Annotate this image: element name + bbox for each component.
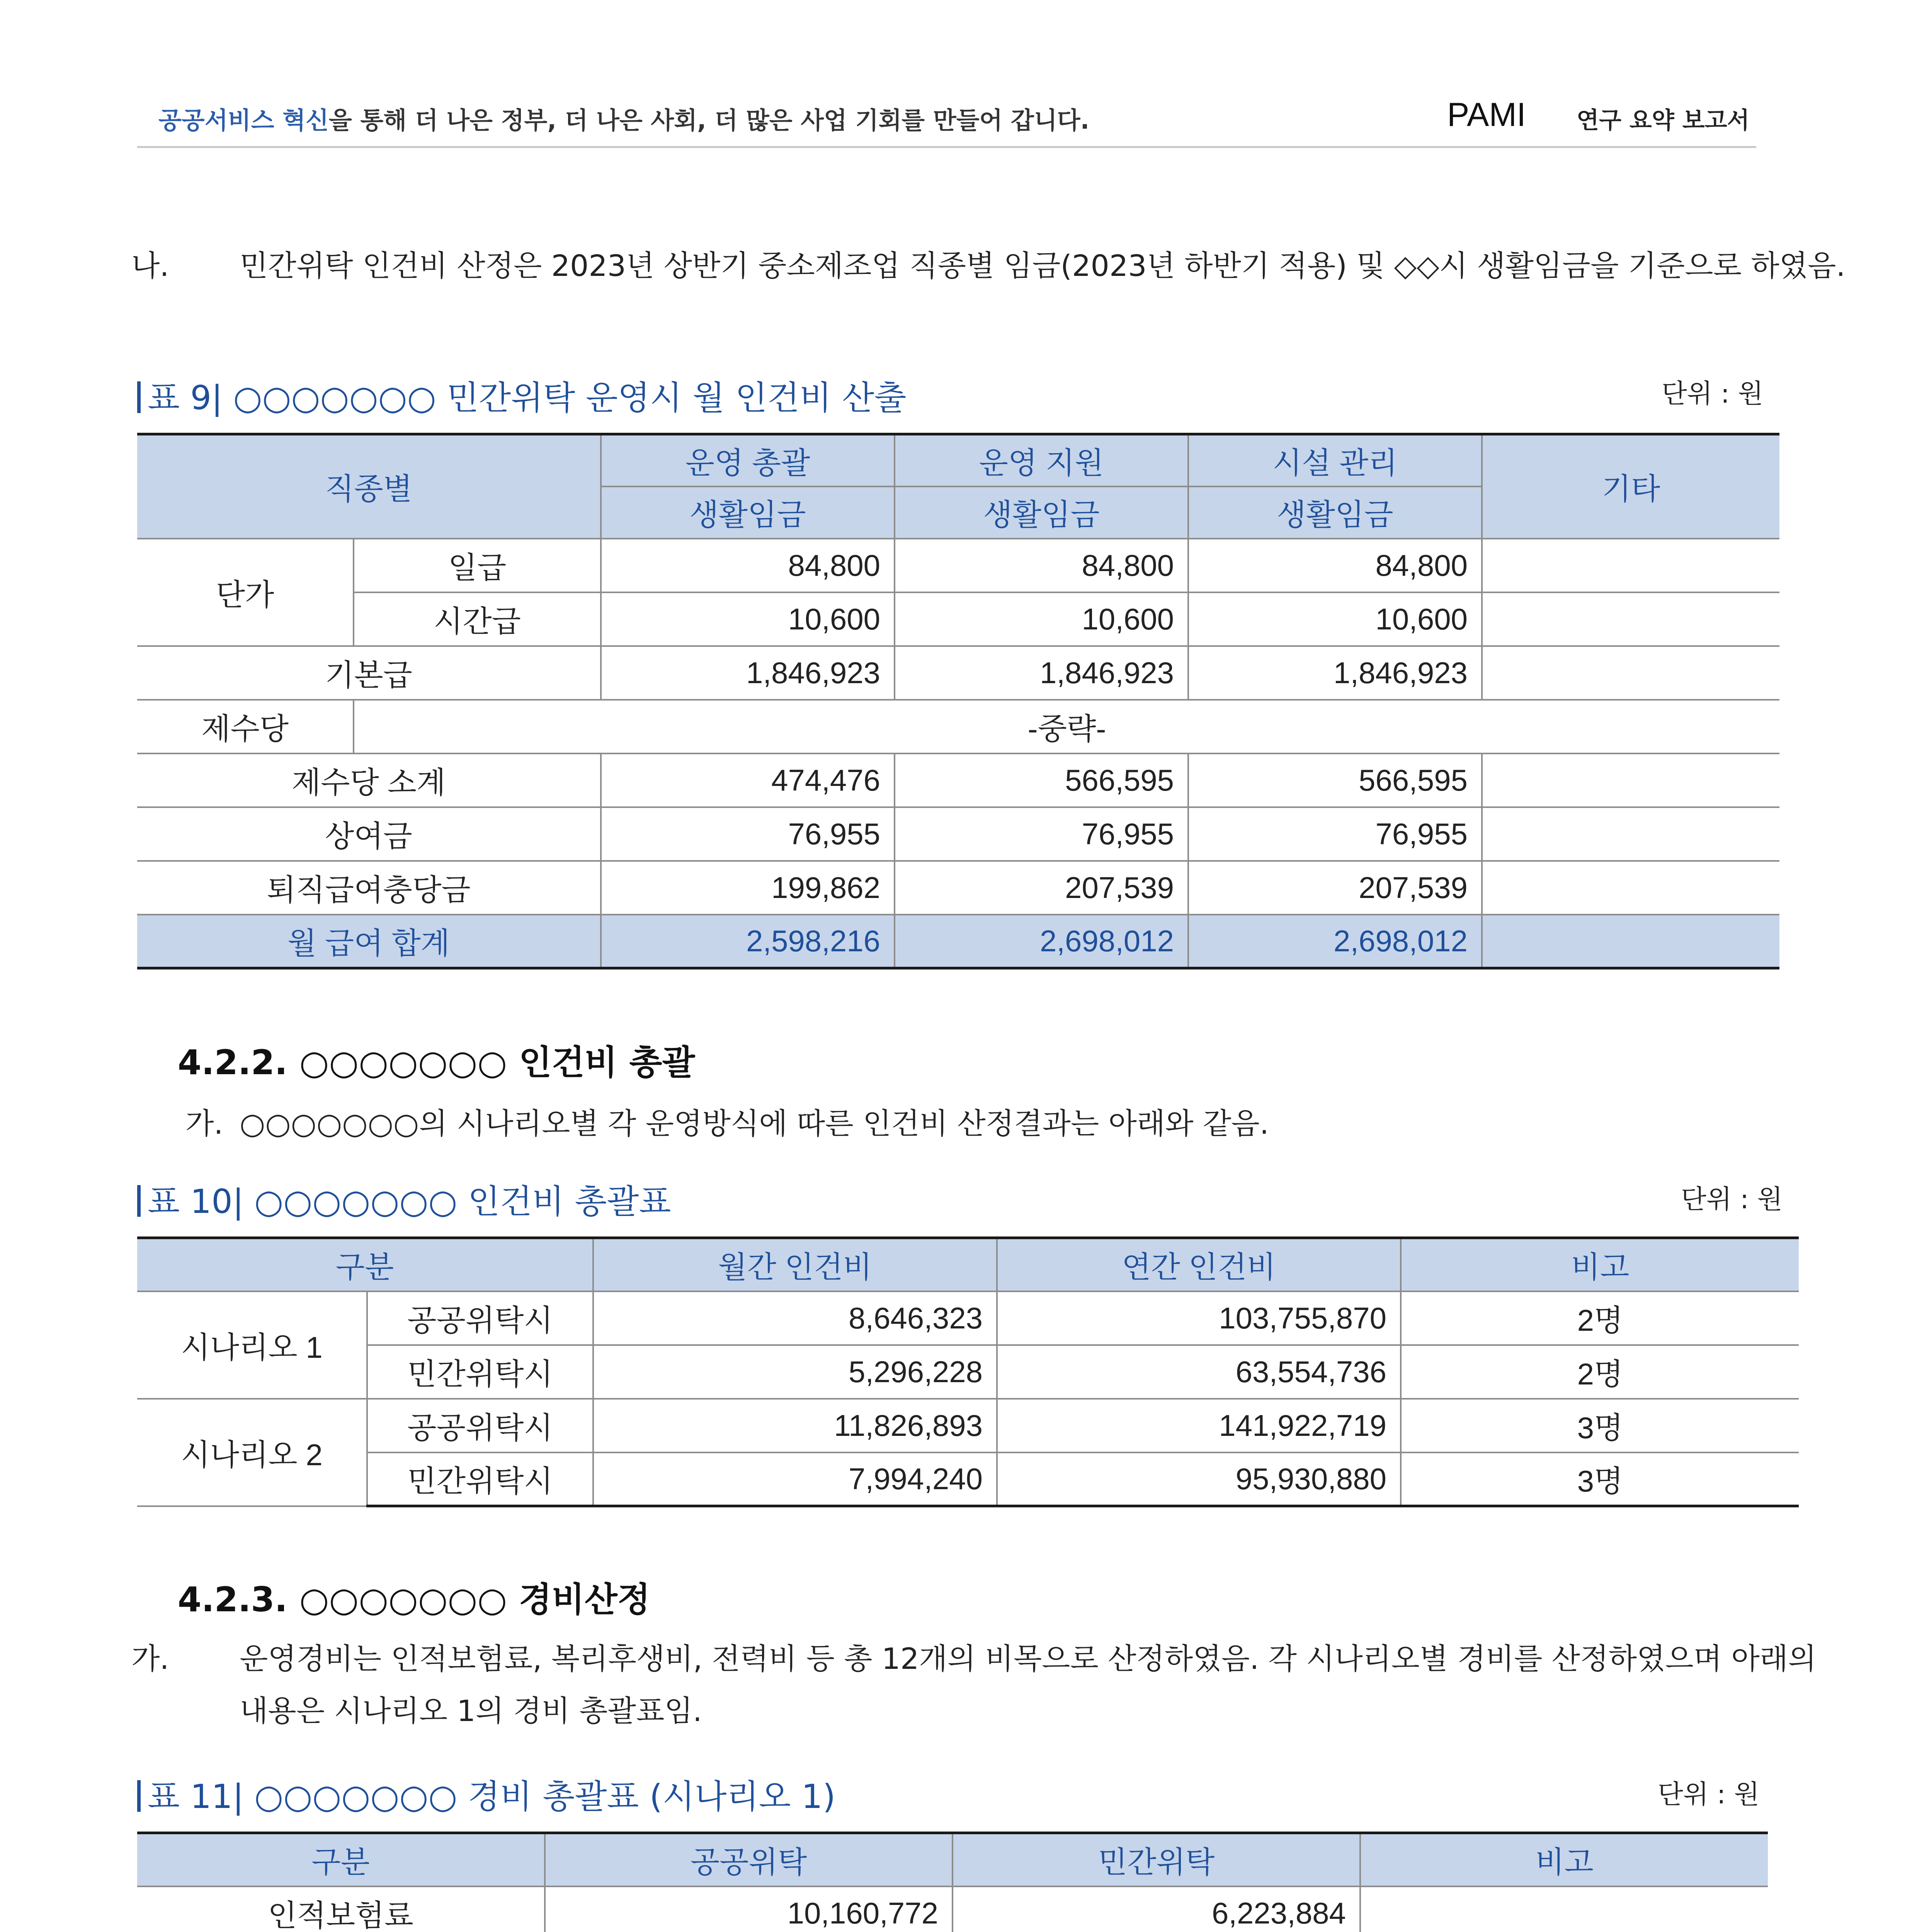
cell-value: 76,955	[601, 807, 895, 861]
table9-title	[137, 371, 906, 419]
table-row	[137, 1452, 1799, 1506]
cell-empty	[1482, 807, 1779, 861]
cell-note: 3명	[1401, 1452, 1799, 1506]
row-label: 월 급여 합계	[137, 915, 601, 968]
cell-value: 1,846,923	[895, 646, 1188, 700]
th-note: 비고	[1360, 1833, 1768, 1886]
th-private-contract: 민간위탁	[953, 1833, 1360, 1886]
table11-title-text: 표 11| ○○○○○○○ 경비 총괄표 (시나리오 1)	[148, 1777, 836, 1816]
th-living-wage: 생활임금	[601, 486, 895, 539]
cell-note: 2명	[1401, 1291, 1799, 1345]
table-row	[137, 1886, 1768, 1932]
operation-type: 공공위탁시	[367, 1291, 593, 1345]
th-category: 구분	[137, 1238, 593, 1291]
header-report-type: 연구 요약 보고서	[1577, 107, 1750, 134]
table-row	[137, 1345, 1799, 1399]
cell-empty	[1482, 646, 1779, 700]
sec423-marker: 가.	[131, 1641, 169, 1676]
cell-value: 566,595	[895, 753, 1188, 807]
th-living-wage: 생활임금	[1188, 486, 1482, 539]
operation-type: 민간위탁시	[367, 1452, 593, 1506]
cell-value: 10,600	[895, 592, 1188, 646]
row-label: 시간급	[354, 592, 601, 646]
th-other: 기타	[1482, 434, 1779, 539]
table9-unit: 단위 : 원	[1662, 379, 1764, 409]
row-label: 일급	[354, 539, 601, 592]
cell-value: 199,862	[601, 861, 895, 915]
cell-value: 2,698,012	[895, 915, 1188, 968]
row-label: 인적보험료	[137, 1886, 545, 1932]
header-divider	[137, 146, 1756, 148]
scenario-label: 시나리오 1	[137, 1291, 367, 1399]
cell-empty	[1482, 592, 1779, 646]
cell-value: 84,800	[601, 539, 895, 592]
table10-unit: 단위 : 원	[1681, 1184, 1783, 1215]
table10-title-text: 표 10| ○○○○○○○ 인건비 총괄표	[148, 1182, 671, 1221]
table11	[137, 1832, 1768, 1932]
cell-empty	[1482, 861, 1779, 915]
th-job-type: 직종별	[137, 434, 601, 539]
section-heading-422: 4.2.2. ○○○○○○○ 인건비 총괄	[178, 1043, 695, 1082]
table-total-row	[137, 915, 1779, 968]
cell-note: 2명	[1401, 1345, 1799, 1399]
th-monthly-labor-cost: 월간 인건비	[593, 1238, 997, 1291]
sec422-paragraph	[185, 1097, 1269, 1150]
header-slogan	[158, 101, 1089, 136]
table10	[137, 1236, 1799, 1507]
cell-empty	[1482, 915, 1779, 968]
th-operation-general: 운영 총괄	[601, 434, 895, 486]
scenario-label: 시나리오 2	[137, 1399, 367, 1506]
cell-value: 1,846,923	[1188, 646, 1482, 700]
intro-text: 민간위탁 인건비 산정은 2023년 상반기 중소제조업 직종별 임금(2023년 하반기 적용) 및 ◇◇시 생활임금을 기준으로 하였음.	[240, 248, 1846, 283]
table10-title	[137, 1175, 671, 1223]
section-heading-423: 4.2.3. ○○○○○○○ 경비산정	[178, 1580, 650, 1619]
title-bar-mark	[137, 1185, 141, 1217]
omitted-note: -중략-	[354, 700, 1779, 753]
table-row	[137, 1399, 1799, 1452]
cell-value: 84,800	[1188, 539, 1482, 592]
cell-value: 10,160,772	[545, 1886, 953, 1932]
sec422-marker: 가.	[185, 1106, 223, 1141]
table9	[137, 433, 1779, 969]
cell-value: 63,554,736	[997, 1345, 1401, 1399]
cell-value: 6,223,884	[953, 1886, 1360, 1932]
sec423-paragraph	[131, 1633, 1847, 1737]
cell-value: 103,755,870	[997, 1291, 1401, 1345]
cell-note: 3명	[1401, 1399, 1799, 1452]
intro-marker: 나.	[131, 248, 169, 283]
table-row	[137, 753, 1779, 807]
row-group-label: 단가	[137, 539, 354, 646]
cell-empty	[1360, 1886, 1768, 1932]
th-annual-labor-cost: 연간 인건비	[997, 1238, 1401, 1291]
row-label: 기본급	[137, 646, 601, 700]
th-category: 구분	[137, 1833, 545, 1886]
cell-value: 2,598,216	[601, 915, 895, 968]
cell-value: 7,994,240	[593, 1452, 997, 1506]
th-living-wage: 생활임금	[895, 486, 1188, 539]
table-row	[137, 539, 1779, 592]
intro-paragraph	[131, 240, 1847, 292]
table11-unit: 단위 : 원	[1658, 1779, 1760, 1810]
cell-value: 11,826,893	[593, 1399, 997, 1452]
cell-value: 207,539	[1188, 861, 1482, 915]
title-bar-mark	[137, 1780, 141, 1812]
cell-empty	[1482, 539, 1779, 592]
cell-value: 8,646,323	[593, 1291, 997, 1345]
cell-value: 1,846,923	[601, 646, 895, 700]
table-row	[137, 807, 1779, 861]
table-row	[137, 861, 1779, 915]
cell-value: 76,955	[895, 807, 1188, 861]
operation-type: 공공위탁시	[367, 1399, 593, 1452]
cell-value: 141,922,719	[997, 1399, 1401, 1452]
row-label: 제수당 소계	[137, 753, 601, 807]
th-public-contract: 공공위탁	[545, 1833, 953, 1886]
th-operation-support: 운영 지원	[895, 434, 1188, 486]
cell-value: 474,476	[601, 753, 895, 807]
cell-empty	[1482, 753, 1779, 807]
cell-value: 10,600	[601, 592, 895, 646]
row-label: 퇴직급여충당금	[137, 861, 601, 915]
table-row	[137, 700, 1779, 753]
cell-value: 2,698,012	[1188, 915, 1482, 968]
cell-value: 207,539	[895, 861, 1188, 915]
sec423-text: 운영경비는 인적보험료, 복리후생비, 전력비 등 총 12개의 비목으로 산정하였음. 각 시나리오별 경비를 산정하였으며 아래의 내용은 시나리오 1의 경비 총괄표임.	[240, 1641, 1817, 1728]
title-bar-mark	[137, 381, 141, 413]
cell-value: 76,955	[1188, 807, 1482, 861]
header-brand: PAMI	[1447, 96, 1526, 133]
table9-title-text: 표 9| ○○○○○○○ 민간위탁 운영시 월 인건비 산출	[148, 379, 907, 417]
header-slogan-highlight: 공공서비스 혁신	[158, 106, 329, 134]
row-label: 제수당	[137, 700, 354, 753]
cell-value: 10,600	[1188, 592, 1482, 646]
th-facility-management: 시설 관리	[1188, 434, 1482, 486]
table-row	[137, 1291, 1799, 1345]
cell-value: 566,595	[1188, 753, 1482, 807]
table-row	[137, 592, 1779, 646]
table-row	[137, 646, 1779, 700]
operation-type: 민간위탁시	[367, 1345, 593, 1399]
header-slogan-rest: 을 통해 더 나은 정부, 더 나은 사회, 더 많은 사업 기회를 만들어 갑니다.	[328, 106, 1090, 134]
table11-title	[137, 1770, 835, 1818]
sec422-text: ○○○○○○○의 시나리오별 각 운영방식에 따른 인건비 산정결과는 아래와 같음.	[240, 1106, 1269, 1141]
row-label: 상여금	[137, 807, 601, 861]
cell-value: 95,930,880	[997, 1452, 1401, 1506]
cell-value: 84,800	[895, 539, 1188, 592]
th-note: 비고	[1401, 1238, 1799, 1291]
cell-value: 5,296,228	[593, 1345, 997, 1399]
